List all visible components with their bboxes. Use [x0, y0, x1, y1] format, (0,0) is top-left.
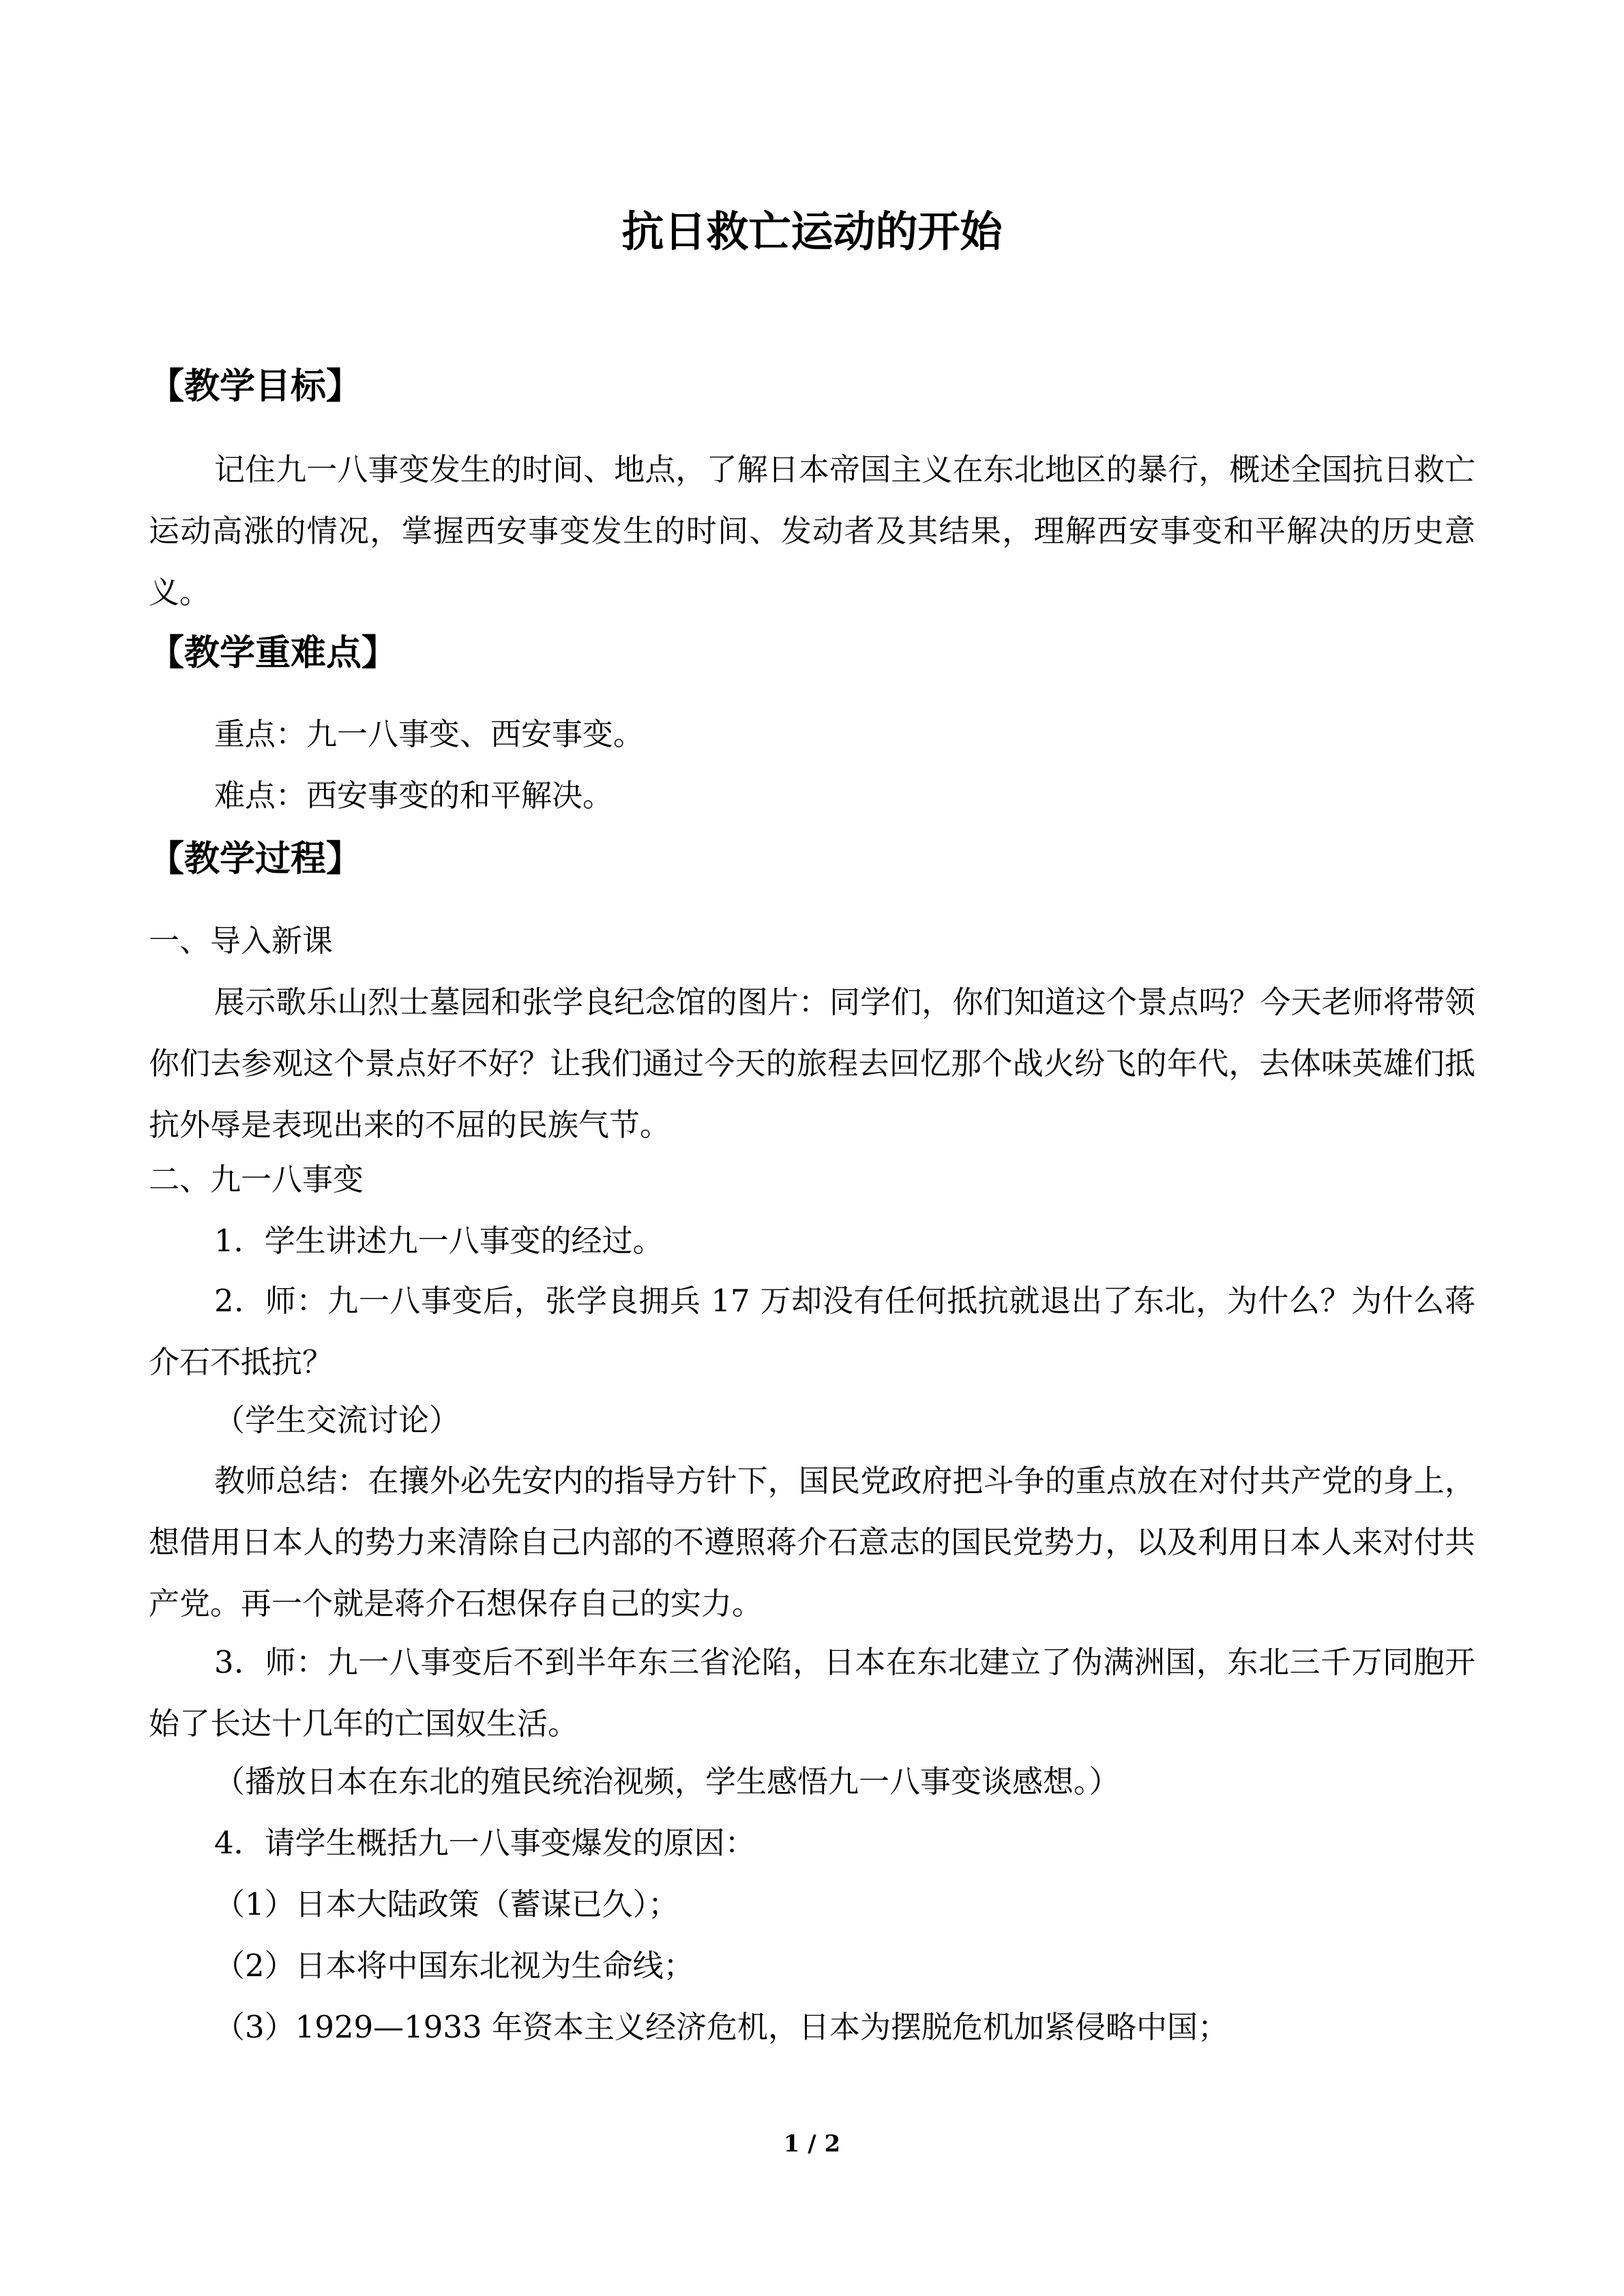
paragraph-intro: 展示歌乐山烈士墓园和张学良纪念馆的图片：同学们，你们知道这个景点吗？今天老师将带领你们去参观这个景点好不好？让我们通过今天的旅程去回忆那个战火纷飞的年代，去体味英雄们抵抗外辱是表现出来的不屈的民族气节。 [149, 984, 1475, 1143]
heading-key-points: 【教学重难点】 [149, 633, 398, 674]
document-title: 抗日救亡运动的开始 [621, 207, 1003, 256]
key-point-difficult: 难点：西安事变的和平解决。 [214, 777, 614, 814]
reason-1: （1）日本大陆政策（蓄谋已久）； [214, 1886, 679, 1922]
video-note: （播放日本在东北的殖民统治视频，学生感悟九一八事变谈感想。） [214, 1763, 1120, 1800]
section-intro-title: 一、导入新课 [149, 923, 334, 959]
list-item-1: 1．学生讲述九一八事变的经过。 [214, 1223, 664, 1259]
reason-2: （2）日本将中国东北视为生命线； [214, 1948, 694, 1984]
page-number: 1 / 2 [783, 2130, 841, 2158]
teacher-summary: 教师总结：在攘外必先安内的指导方针下，国民党政府把斗争的重点放在对付共产党的身上，想借用日本人的势力来清除自己内部的不遵照蒋介石意志的国民党势力，以及利用日本人来对付共产党。再一个就是蒋介石想保存自己的实力。 [149, 1463, 1475, 1622]
reason-3: （3）1929—1933 年资本主义经济危机，日本为摆脱危机加紧侵略中国； [214, 2009, 1228, 2045]
discussion-note: （学生交流讨论） [214, 1402, 460, 1438]
heading-teaching-process: 【教学过程】 [149, 839, 362, 880]
list-item-4: 4．请学生概括九一八事变爆发的原因： [214, 1825, 756, 1861]
paragraph-teaching-goals: 记住九一八事变发生的时间、地点，了解日本帝国主义在东北地区的暴行，概述全国抗日救亡运动高涨的情况，掌握西安事变发生的时间、发动者及其结果，理解西安事变和平解决的历史意义。 [149, 451, 1475, 610]
heading-teaching-goals: 【教学目标】 [149, 366, 362, 407]
section-918-title: 二、九一八事变 [149, 1161, 364, 1197]
list-item-3: 3．师：九一八事变后不到半年东三省沦陷，日本在东北建立了伪满洲国，东北三千万同胞开始了长达十几年的亡国奴生活。 [149, 1644, 1475, 1742]
key-point-important: 重点：九一八事变、西安事变。 [214, 716, 645, 752]
list-item-2: 2．师：九一八事变后，张学良拥兵 17 万却没有任何抵抗就退出了东北，为什么？为什么蒋介石不抵抗？ [149, 1283, 1475, 1380]
